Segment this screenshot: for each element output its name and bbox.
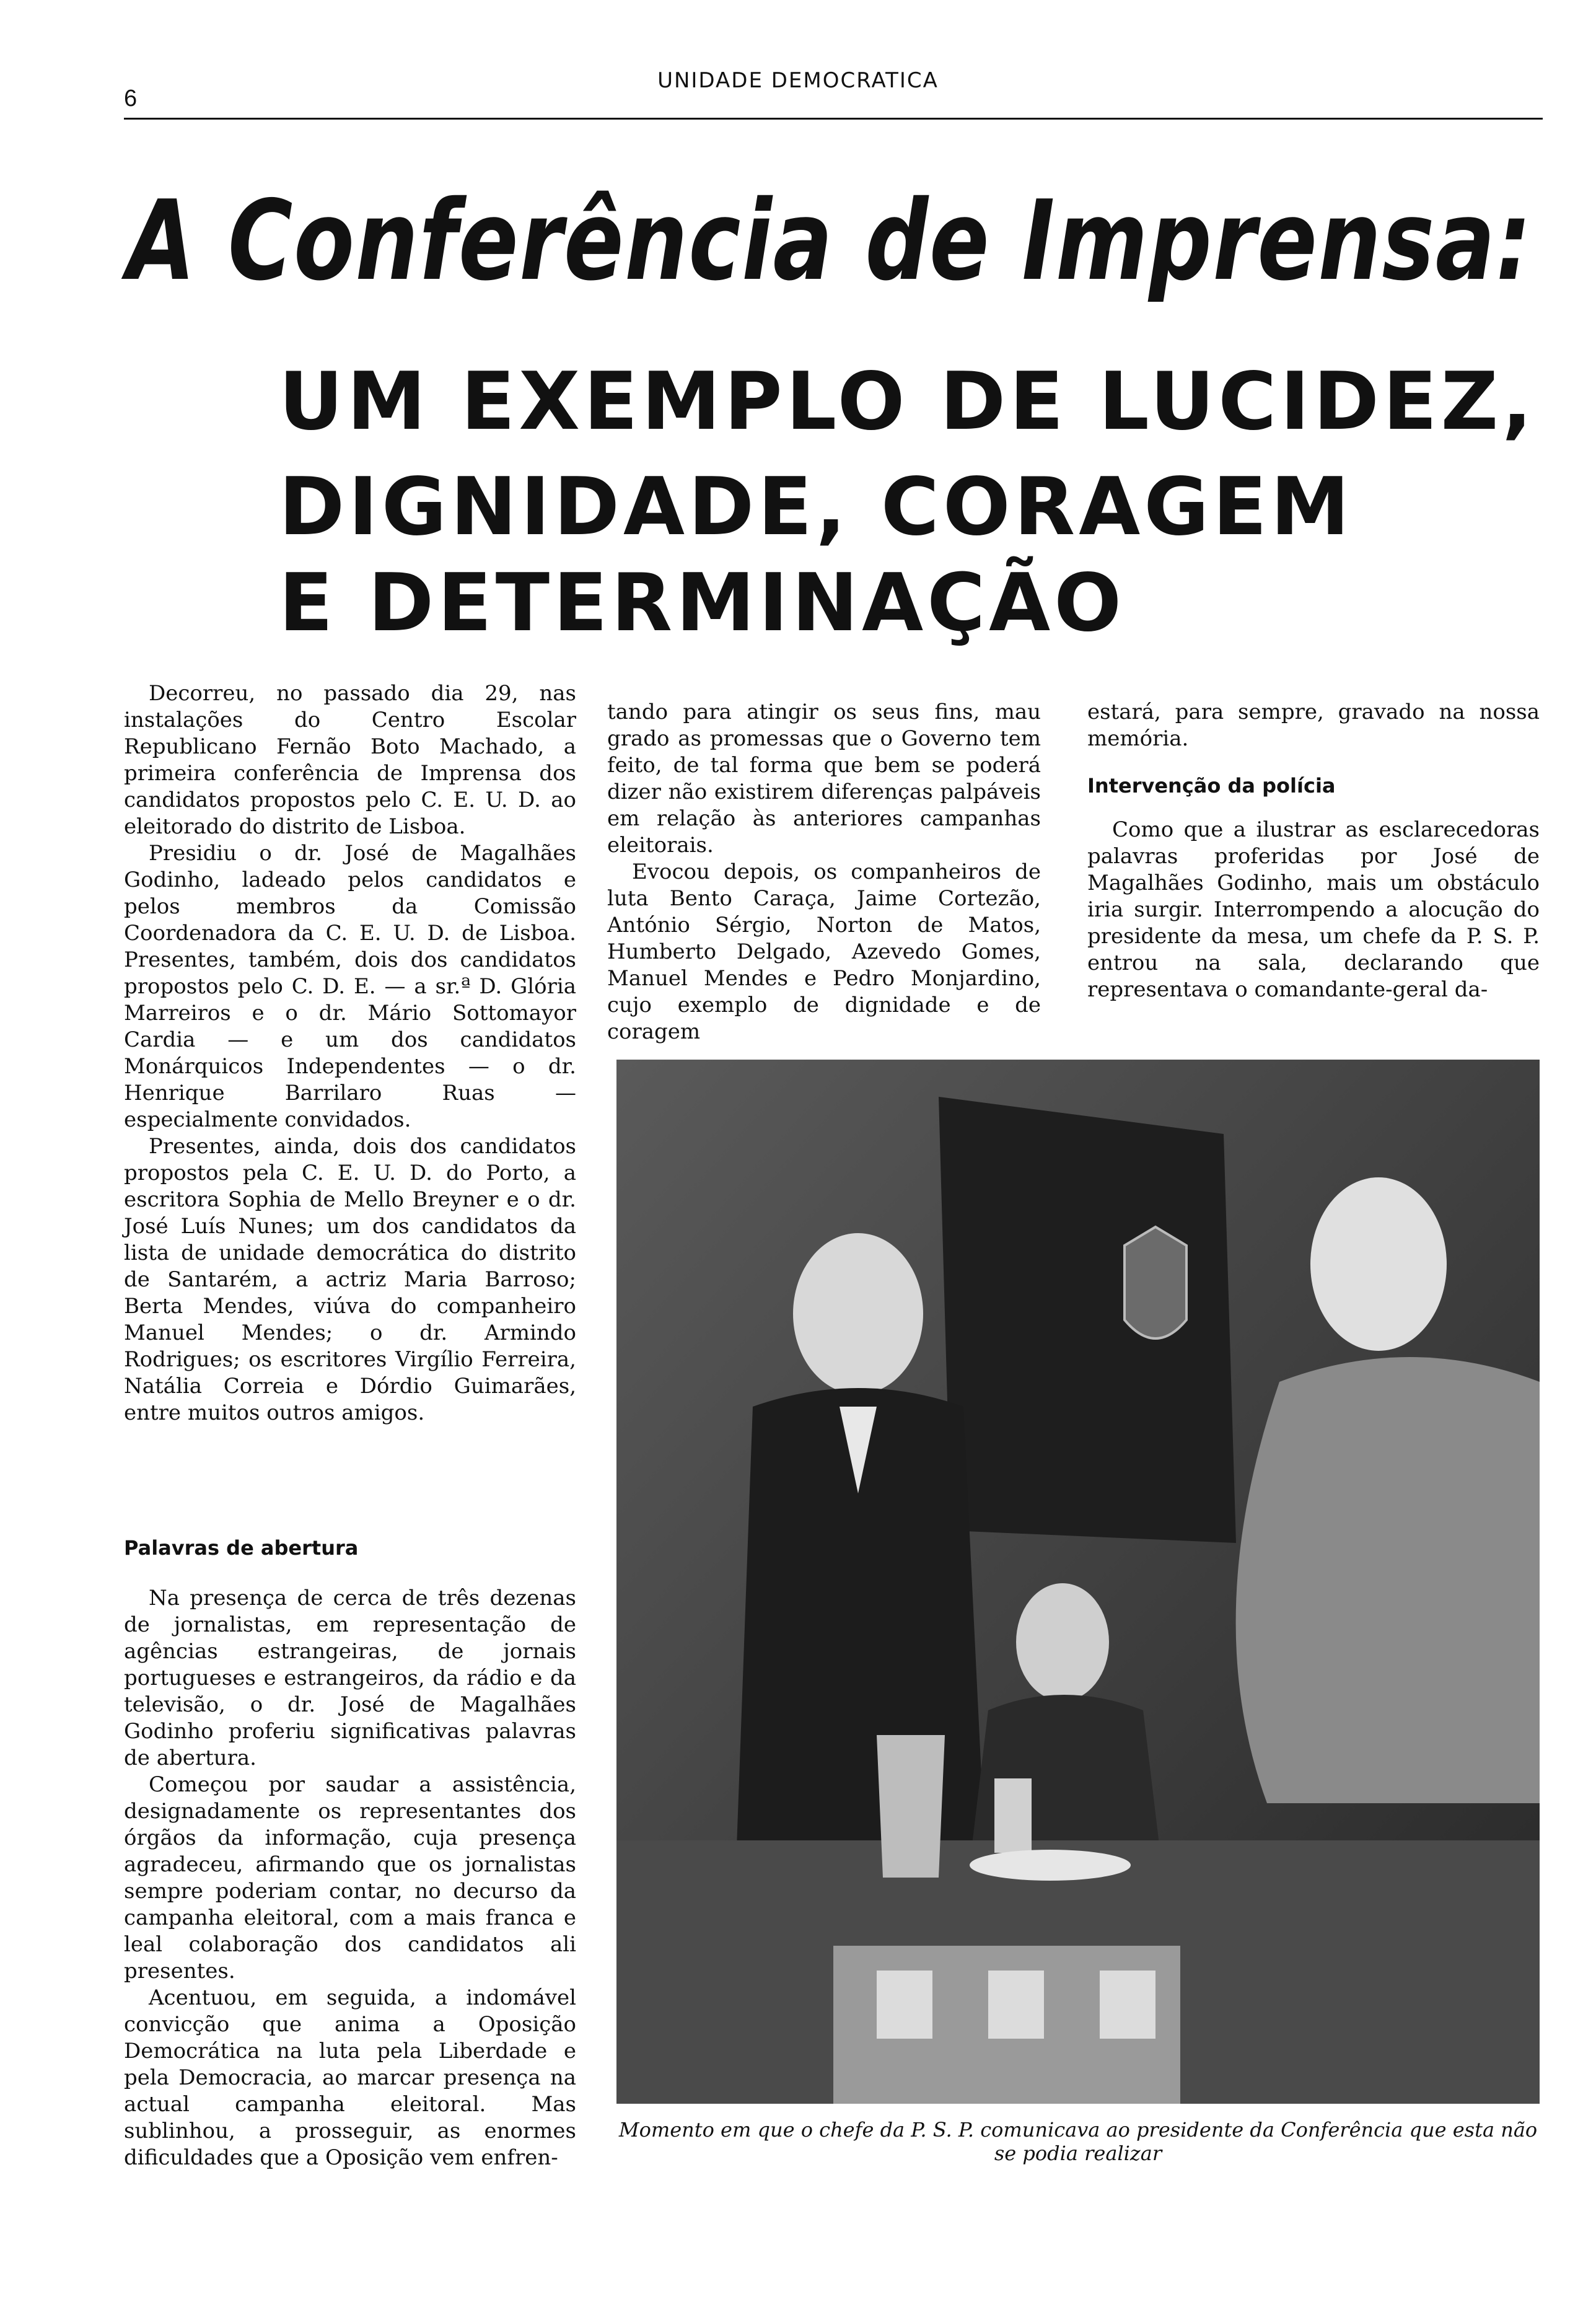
article-column-1-continued (124, 1585, 576, 2171)
paragraph: tando para atingir os seus fins, mau grado as promessas que o Governo tem feito, de tal forma que bem se poderá dizer não existirem diferenças palpáveis em relação às anteriores campanhas eleitorais. (607, 700, 1041, 858)
photo-caption: Momento em que o chefe da P. S. P. comunicava ao presidente da Conferência que esta não se podia realizar (618, 2118, 1538, 2165)
standing-man-head (793, 1233, 923, 1394)
subtitle-line-2: DIGNIDADE, CORAGEM (279, 461, 1354, 553)
photo-illustration (616, 1060, 1540, 2104)
paragraph: Presidiu o dr. José de Magalhães Godinho, ladeado pelos candidatos e pelos membros da Comissão Coordenadora da C. E. U. D. de Lisboa. Presentes, também, dois dos candidatos propostos pelo C. D. E. — a sr.ª D. Glória Marreiros e o dr. Mário Sottomayor Cardia — e um dos candidatos Monárquicos Independentes — o dr. Henrique Barrilaro Ruas — especialmente convidados. (124, 841, 576, 1132)
emblem-shield-3 (1100, 1971, 1155, 2039)
coat-of-arms (1125, 1227, 1186, 1338)
paragraph: Acentuou, em seguida, a indomável convicção que anima a Oposição Democrática na luta pela Liberdade e pela Democracia, ao marcar presença na actual campanha eleitoral. Mas sublinhou, a prosseguir, as enormes dificuldades que a Oposição vem enfren- (124, 1985, 576, 2170)
paragraph: Como que a ilustrar as esclarecedoras palavras proferidas por José de Magalhães Godinho, mais um obstáculo iria surgir. Interrompendo a alocução do presidente da mesa, um chefe da P. S. P. entrou na sala, declarando que representava o comandante-geral da- (1087, 817, 1540, 1002)
subtitle-line-3: E DETERMINAÇÃO (279, 557, 1125, 649)
paragraph: Começou por saudar a assistência, designadamente os representantes dos órgãos da informação, cuja presença agradeceu, afirmando que os jornalistas sempre poderiam contar, no decurso da campanha eleitoral, com a mais franca e leal colaboração dos candidatos ali presentes. (124, 1772, 576, 1984)
paragraph: estará, para sempre, gravado na nossa memória. (1087, 700, 1540, 751)
section-heading-opening: Palavras de abertura (124, 1536, 359, 1560)
paragraph: Decorreu, no passado dia 29, nas instalações do Centro Escolar Republicano Fernão Boto Machado, a primeira conferência de Imprensa dos candidatos propostos pelo C. E. U. D. ao eleitorado do distrito de Lisboa. (124, 681, 576, 839)
plate (970, 1850, 1131, 1881)
paragraph: Evocou depois, os companheiros de luta Bento Caraça, Jaime Cortezão, António Sérgio, Norton de Matos, Humberto Delgado, Azevedo Gomes, Manuel Mendes e Pedro Monjardino, cujo exemplo de dignidade e de coragem (607, 859, 1041, 1044)
subtitle-line-1: UM EXEMPLO DE LUCIDEZ, (279, 356, 1536, 448)
header-rule (124, 118, 1543, 120)
article-column-1 (124, 680, 576, 1426)
flag-drape (939, 1097, 1236, 1543)
police-chief-uniform (1236, 1357, 1540, 1803)
police-chief-head (1310, 1177, 1447, 1351)
seated-man-head (1016, 1583, 1109, 1701)
glass (994, 1778, 1032, 1853)
section-heading-police: Intervenção da polícia (1087, 774, 1336, 798)
main-title: A Conferência de Imprensa: (127, 177, 1533, 305)
article-column-2 (607, 699, 1041, 1045)
conference-photo (616, 1060, 1540, 2104)
emblem-shield-2 (988, 1971, 1044, 2039)
running-head: UNIDADE DEMOCRATICA (657, 68, 939, 93)
article-column-3 (1087, 699, 1540, 1003)
paragraph: Presentes, ainda, dois dos candidatos propostos pela C. E. U. D. do Porto, a escritora Sophia de Mello Breyner e o dr. José Luís Nunes; um dos candidatos da lista de unidade democrática do distrito de Santarém, a actriz Maria Barroso; Berta Mendes, viúva do companheiro Manuel Mendes; o dr. Armindo Rodrigues; os escritores Virgílio Ferreira, Natália Correia e Dórdio Guimarães, entre muitos outros amigos. (124, 1134, 576, 1425)
page-number: 6 (124, 86, 138, 112)
emblem-shield-1 (877, 1971, 932, 2039)
water-jug (877, 1735, 945, 1878)
paragraph: Na presença de cerca de três dezenas de jornalistas, em representação de agências estrangeiras, de jornais portugueses e estrangeiros, da rádio e da televisão, o dr. José de Magalhães Godinho proferiu significativas palavras de abertura. (124, 1586, 576, 1770)
